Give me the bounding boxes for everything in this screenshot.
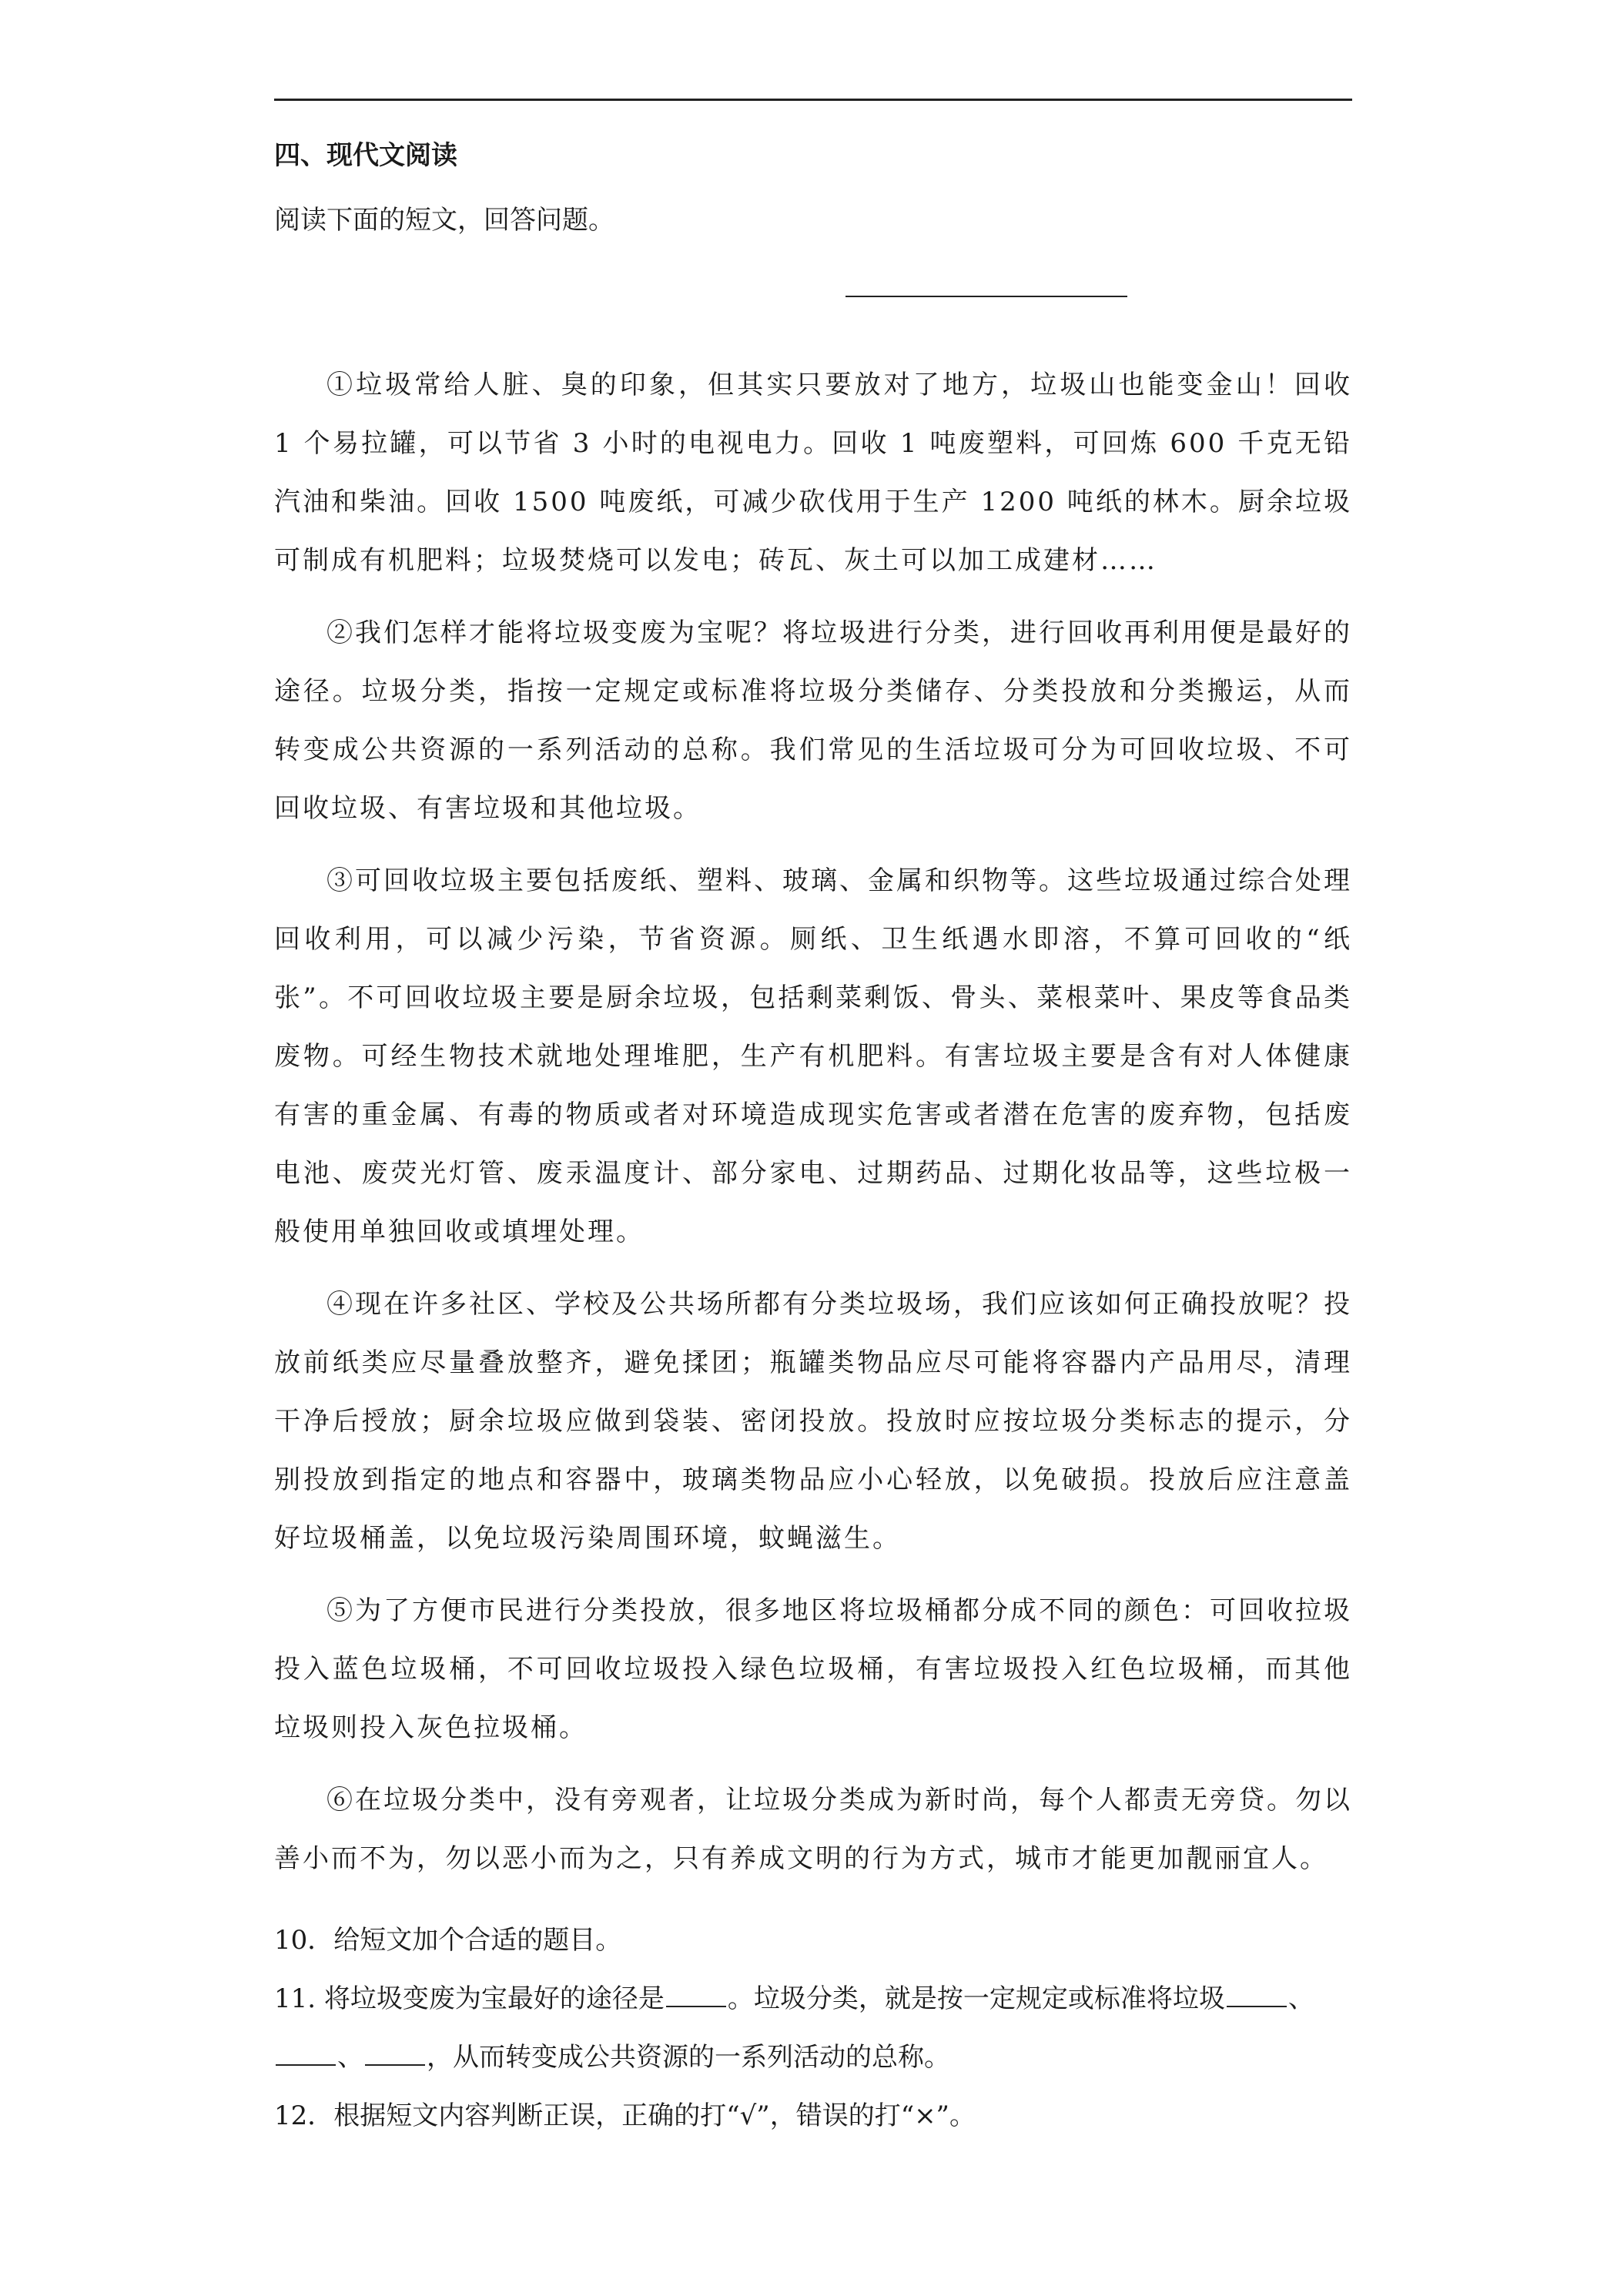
paragraph-2: ②我们怎样才能将垃圾变废为宝呢？将垃圾进行分类，进行回收再利用便是最好的途径。垃圾分类，指按一定规定或标准将垃圾分类储存、分类投放和分类搬运，从而转变成公共资源的一系列活动的总称。我们常见的生活垃圾可分为可回收垃圾、不可回收垃圾、有害垃圾和其他垃圾。 [274, 618, 1352, 824]
instruction-text: 阅读下面的短文，回答问题。 [274, 205, 614, 236]
paragraph-5: ⑤为了方便市民进行分类投放，很多地区将垃圾桶都分成不同的颜色：可回收拉圾投入蓝色垃圾桶，不可回收垃圾投入绿色垃圾桶，有害垃圾投入红色垃圾桶，而其他垃圾则投入灰色拉圾桶。 [274, 1595, 1352, 1743]
paragraph-4: ④现在许多社区、学校及公共场所都有分类垃圾场，我们应该如何正确投放呢？投放前纸类应尽量叠放整齐，避免揉团；瓶罐类物品应尽可能将容器内产品用尽，清理干净后授放；厨余垃圾应做到袋装、密闭投放。投放时应按垃圾分类标志的提示，分别投放到指定的地点和容器中，玻璃类物品应小心轻放，以免破损。投放后应注意盖好垃圾桶盖，以免垃圾污染周围环境，蚊蝇滋生。 [274, 1289, 1352, 1554]
section-heading: 四、现代文阅读 [274, 140, 457, 171]
title-blank-line [845, 296, 1127, 297]
paragraph-1: ①垃圾常给人脏、臭的印象，但其实只要放对了地方，垃圾山也能变金山！回收 1 个易拉罐，可以节省 3 小时的电视电力。回收 1 吨废塑料，可回炼 600 千克无铅汽油和柴油。回收 1500 吨废纸，可减少砍伐用于生产 1200 吨纸的林木。厨余垃圾可制成有机肥料；垃圾焚烧可以发电；砖瓦、灰土可以加工成建材…… [274, 370, 1352, 576]
reading-passage [274, 356, 1352, 1902]
question-12: 12．根据短文内容判断正误，正确的打“√”，错误的打“×”。 [274, 2100, 976, 2131]
paragraph-6: ⑥在垃圾分类中，没有旁观者，让垃圾分类成为新时尚，每个人都责无旁贷。勿以善小而不为，勿以恶小而为之，只有养成文明的行为方式，城市才能更加靓丽宜人。 [274, 1785, 1352, 1874]
question-10: 10．给短文加个合适的题目。 [274, 1925, 622, 1956]
paragraph-3: ③可回收垃圾主要包括废纸、塑料、玻璃、金属和织物等。这些垃圾通过综合处理回收利用，可以减少污染，节省资源。厕纸、卫生纸遇水即溶，不算可回收的“纸张”。不可回收垃圾主要是厨余垃圾，包括剩菜剩饭、骨头、菜根菜叶、果皮等食品类废物。可经生物技术就地处理堆肥，生产有机肥料。有害垃圾主要是含有对人体健康有害的重金属、有毒的物质或者对环境造成现实危害或者潜在危害的废弃物，包括废电池、废荧光灯管、废汞温度计、部分家电、过期药品、过期化妆品等，这些垃极一般使用单独回收或填埋处理。 [274, 865, 1352, 1247]
question-11-text-2: 。垃圾分类，就是按一定规定或标准将垃圾 [727, 1983, 1225, 2014]
answer-blank-2[interactable] [1227, 1983, 1287, 2007]
questions [274, 1911, 1368, 2145]
answer-blank-3[interactable] [276, 2041, 336, 2066]
answer-blank-1[interactable] [666, 1983, 726, 2007]
question-11-text-1: 11. 将垃圾变废为宝最好的途径是 [274, 1983, 665, 2014]
question-11-text-3: 、 [1287, 1983, 1314, 2014]
top-rule [274, 99, 1352, 101]
question-11-text-4: 、 [337, 2042, 363, 2073]
question-11-text-5: ，从而转变成公共资源的一系列活动的总称。 [427, 2042, 950, 2073]
question-11 [274, 1970, 1368, 2087]
answer-blank-4[interactable] [365, 2041, 425, 2066]
